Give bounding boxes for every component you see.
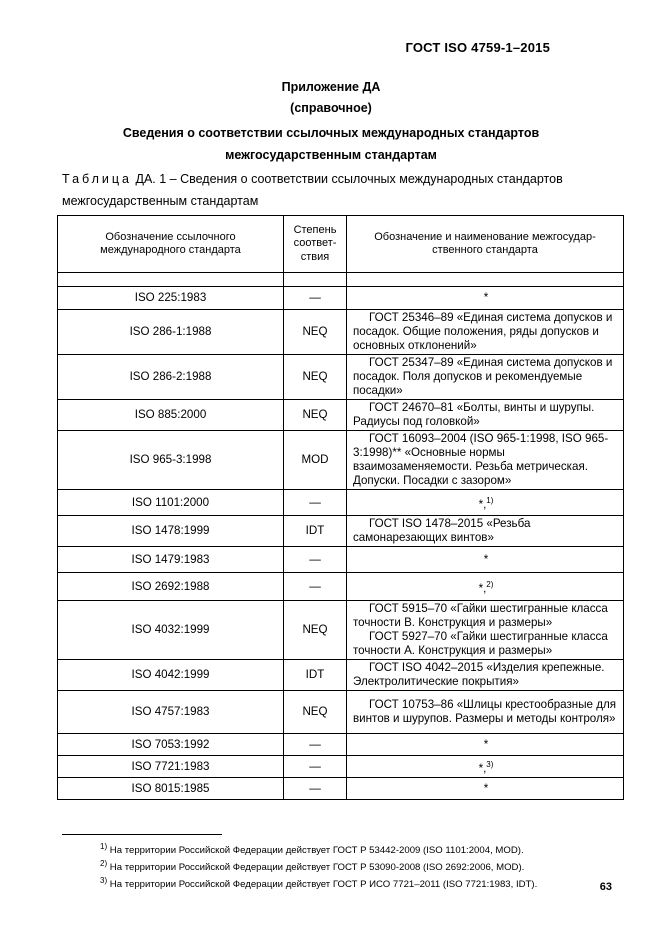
degree-cell: — (284, 573, 347, 601)
gost-cell: ГОСТ 10753–86 «Шлицы крестообразные для винтов и шурупов. Размеры и методы контроля» (347, 691, 624, 734)
ref-cell: ISO 4042:1999 (58, 660, 284, 691)
page-number: 63 (599, 881, 612, 893)
table-row (58, 516, 624, 547)
gost-cell: *,$^{3)}$ (347, 756, 624, 778)
degree-cell: — (284, 778, 347, 800)
degree-cell: — (284, 287, 347, 310)
footnote-1: $^{1)}$ На территории Российской Федерации действует ГОСТ Р 53442-2009 (ISO 1101:2004, MOD). (100, 842, 524, 857)
ref-cell: ISO 286-2:1988 (58, 355, 284, 400)
table-row (58, 400, 624, 431)
footnote-ref: 2) (486, 579, 494, 589)
table-row (58, 310, 624, 355)
degree-cell: — (284, 547, 347, 573)
gost-cell: ГОСТ 5915–70 «Гайки шестигранные класса точности В. Конструкция и размеры» ГОСТ 5927–70 «Гайки шестигранные класса точности А. Конструкция и размеры» (347, 601, 624, 660)
ref-cell: ISO 286-1:1988 (58, 310, 284, 355)
table-row (58, 734, 624, 756)
gost-cell: *,$^{1)}$ (347, 490, 624, 516)
table-row (58, 601, 624, 660)
table-spacer-row (58, 273, 624, 287)
ref-cell: ISO 965-3:1998 (58, 431, 284, 490)
gost-cell: * (347, 778, 624, 800)
table-row (58, 287, 624, 310)
gost-cell: ГОСТ 25346–89 «Единая система допусков и посадок. Общие положения, ряды допусков и основных отклонений» (347, 310, 624, 355)
footnote-3: $^{3)}$ На территории Российской Федерации действует ГОСТ Р ИСО 7721–2011 (ISO 7721:1983, IDT). (100, 876, 538, 891)
ref-cell: ISO 225:1983 (58, 287, 284, 310)
ref-cell: ISO 7721:1983 (58, 756, 284, 778)
ref-cell: ISO 2692:1988 (58, 573, 284, 601)
table-row (58, 355, 624, 400)
appendix-heading-line2: межгосударственным стандартам (225, 148, 437, 162)
gost-cell: ГОСТ 25347–89 «Единая система допусков и посадок. Поля допусков и рекомендуемые посадки» (347, 355, 624, 400)
gost-cell: * (347, 547, 624, 573)
ref-cell: ISO 4032:1999 (58, 601, 284, 660)
degree-cell: NEQ (284, 355, 347, 400)
table-row (58, 547, 624, 573)
table-row (58, 490, 624, 516)
table-caption-text: ДА. 1 – Сведения о соответствии ссылочных международных стандартов (132, 172, 563, 186)
ref-cell: ISO 7053:1992 (58, 734, 284, 756)
table-caption-line2: межгосударственным стандартам (62, 194, 259, 208)
degree-cell: — (284, 756, 347, 778)
ref-cell: ISO 885:2000 (58, 400, 284, 431)
table-row (58, 691, 624, 734)
degree-cell: — (284, 734, 347, 756)
footnotes (100, 840, 620, 892)
header-interstate-standard: Обозначение и наименование межгосудар-ственного стандарта (347, 216, 624, 273)
table-header-row (58, 216, 624, 273)
gost-cell: * (347, 287, 624, 310)
standards-table (57, 215, 624, 800)
table-row (58, 431, 624, 490)
degree-cell: IDT (284, 516, 347, 547)
ref-cell: ISO 1479:1983 (58, 547, 284, 573)
table-row (58, 756, 624, 778)
gost-cell: *,$^{2)}$ (347, 573, 624, 601)
document-header: ГОСТ ISO 4759-1–2015 (405, 40, 550, 55)
gost-cell: ГОСТ ISO 4042–2015 «Изделия крепежные. Электролитические покрытия» (347, 660, 624, 691)
table-caption (62, 168, 622, 212)
gost-cell: ГОСТ 16093–2004 (ISO 965-1:1998, ISO 965-3:1998)** «Основные нормы взаимозаменяемости. Резьба метрическая. Допуски. Посадки с зазором» (347, 431, 624, 490)
footnote-divider (62, 834, 222, 835)
gost-cell: * (347, 734, 624, 756)
degree-cell: NEQ (284, 691, 347, 734)
appendix-heading-line1: Сведения о соответствии ссылочных международных стандартов (122, 126, 540, 140)
table-caption-label: Таблица (62, 172, 133, 186)
table-row (58, 778, 624, 800)
gost-cell: ГОСТ 24670–81 «Болты, винты и шурупы. Радиусы под головкой» (347, 400, 624, 431)
table-row (58, 660, 624, 691)
header-degree: Степень соответ-ствия (284, 216, 347, 273)
degree-cell: — (284, 490, 347, 516)
table-row (58, 573, 624, 601)
degree-cell: MOD (284, 431, 347, 490)
ref-cell: ISO 4757:1983 (58, 691, 284, 734)
footnote-ref: 1) (486, 495, 494, 505)
footnote-ref: 3) (486, 759, 494, 769)
gost-cell: ГОСТ ISO 1478–2015 «Резьба самонарезающих винтов» (347, 516, 624, 547)
header-reference-standard: Обозначение ссылочного международного стандарта (58, 216, 284, 273)
degree-cell: NEQ (284, 601, 347, 660)
ref-cell: ISO 8015:1985 (58, 778, 284, 800)
degree-cell: NEQ (284, 310, 347, 355)
ref-cell: ISO 1101:2000 (58, 490, 284, 516)
appendix-title: Приложение ДА (281, 80, 381, 94)
degree-cell: NEQ (284, 400, 347, 431)
appendix-subtitle: (справочное) (290, 101, 372, 115)
degree-cell: IDT (284, 660, 347, 691)
footnote-2: $^{2)}$ На территории Российской Федерации действует ГОСТ Р 53090-2008 (ISO 2692:2006, MOD). (100, 859, 525, 874)
ref-cell: ISO 1478:1999 (58, 516, 284, 547)
